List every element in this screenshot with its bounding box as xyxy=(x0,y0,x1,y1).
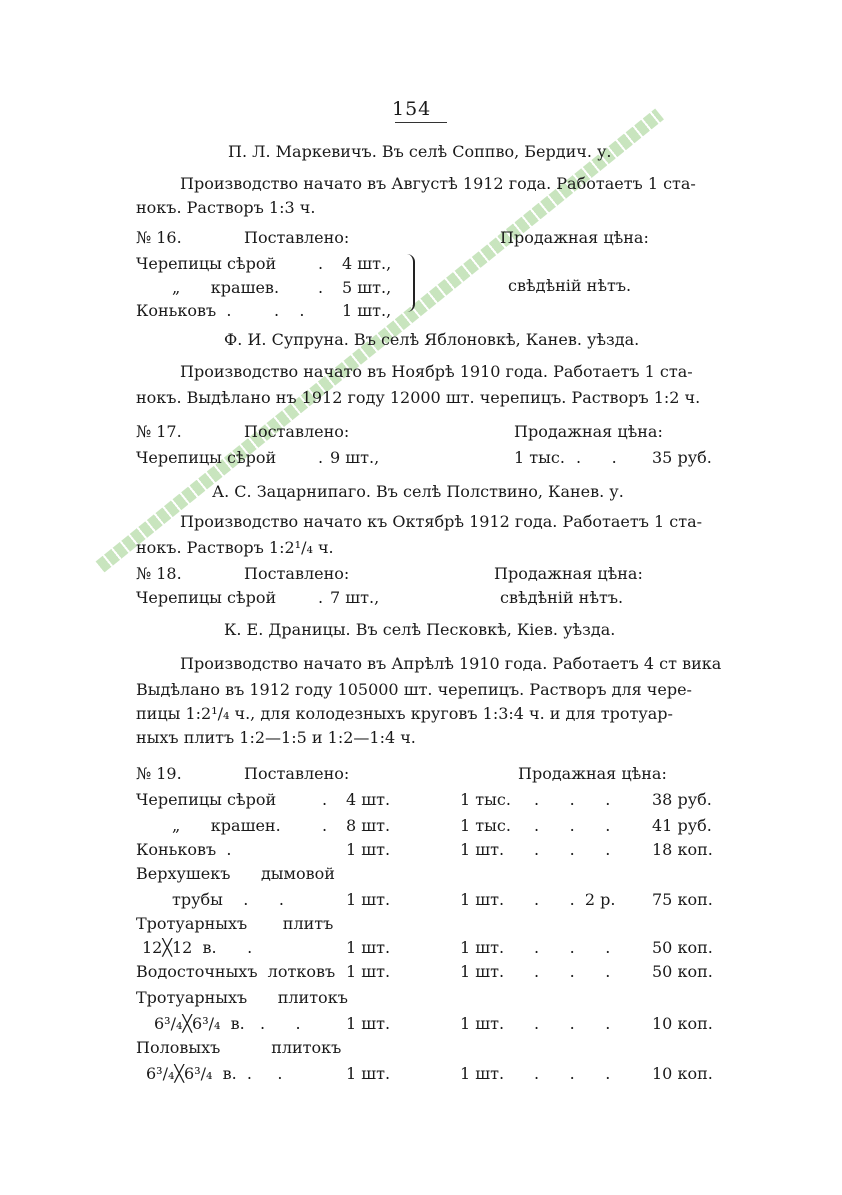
row-name: Черепицы сѣрой xyxy=(136,790,277,809)
row-unit: 1 шт. xyxy=(460,938,505,957)
entry-number: № 19. xyxy=(136,764,182,783)
row-name: Черепицы сѣрой xyxy=(136,448,277,467)
row-price-dots: . . . xyxy=(534,816,611,835)
entry-text-line: Производство начато въ Августѣ 1912 года. Работаетъ 1 ста- xyxy=(180,174,696,193)
entry-text-line: нокъ. Растворъ 1:2¹/₄ ч. xyxy=(136,538,334,557)
row-qty: 1 шт. xyxy=(346,1064,391,1083)
row-price-dots: . . . xyxy=(534,962,611,981)
entry-number: № 16. xyxy=(136,228,182,247)
row-name-cont: трубы . . xyxy=(172,890,284,909)
row-dots: . xyxy=(318,278,324,297)
entry-text-line: нокъ. Растворъ 1:3 ч. xyxy=(136,198,316,217)
entry-number: № 17. xyxy=(136,422,182,441)
row-name: Коньковъ . xyxy=(136,301,232,320)
row-dots: . xyxy=(322,790,328,809)
entry-heading: К. Е. Драницы. Въ селѣ Песковкѣ, Кіев. уѣзда. xyxy=(224,620,616,639)
row-price: 18 коп. xyxy=(652,840,713,859)
row-qty: 4 шт., xyxy=(342,254,392,273)
row-price-dots: . . xyxy=(576,448,617,467)
row-unit: 1 шт. xyxy=(460,1064,505,1083)
delivered-label: Поставлено: xyxy=(244,564,350,583)
row-unit: 1 шт. xyxy=(460,890,505,909)
delivered-label: Поставлено: xyxy=(244,228,350,247)
row-price: 38 руб. xyxy=(652,790,712,809)
row-price: 41 руб. xyxy=(652,816,712,835)
row-unit: 1 тыс. xyxy=(460,816,511,835)
row-dots: . xyxy=(318,588,324,607)
price-label: Продажная цѣна: xyxy=(494,564,643,583)
price-label: Продажная цѣна: xyxy=(514,422,663,441)
delivered-label: Поставлено: xyxy=(244,764,350,783)
row-price-dots: . . 2 р. xyxy=(534,890,616,909)
entry-text-line: Выдѣлано въ 1912 году 105000 шт. черепицъ. Растворъ для чере- xyxy=(136,680,692,699)
price-label: Продажная цѣна: xyxy=(500,228,649,247)
row-qty: 1 шт. xyxy=(346,1014,391,1033)
row-dots: . xyxy=(322,816,328,835)
row-qty: 7 шт., xyxy=(330,588,380,607)
row-name-cont: 6³/₄╳6³/₄ в. . . xyxy=(154,1014,301,1033)
row-name: Коньковъ . xyxy=(136,840,232,859)
row-qty: 1 шт. xyxy=(346,890,391,909)
row-name: Черепицы сѣрой xyxy=(136,254,277,273)
entry-heading: Ф. И. Супруна. Въ селѣ Яблоновкѣ, Канев. уѣзда. xyxy=(224,330,640,349)
page-number-rule xyxy=(395,122,447,123)
row-unit: 1 тыс. xyxy=(514,448,565,467)
row-name-cont: 6³/₄╳6³/₄ в. . . xyxy=(146,1064,283,1083)
row-qty: 1 шт. xyxy=(346,962,391,981)
row-name: Тротуарныхъ плитокъ xyxy=(136,988,348,1007)
row-price: 50 коп. xyxy=(652,962,713,981)
row-qty: 5 шт., xyxy=(342,278,392,297)
row-dots: . . xyxy=(274,301,305,320)
row-dots: . xyxy=(318,448,324,467)
row-dots: . xyxy=(318,254,324,273)
row-price-dots: . . . xyxy=(534,1014,611,1033)
row-qty: 1 шт. xyxy=(346,840,391,859)
row-name: Тротуарныхъ плитъ xyxy=(136,914,334,933)
row-qty: 4 шт. xyxy=(346,790,391,809)
entry-text-line: нокъ. Выдѣлано нъ 1912 году 12000 шт. черепицъ. Растворъ 1:2 ч. xyxy=(136,388,701,407)
entry-heading: П. Л. Маркевичъ. Въ селѣ Соппво, Бердич. у. xyxy=(228,142,612,161)
row-name: Половыхъ плитокъ xyxy=(136,1038,342,1057)
entry-text-line: Производство начато къ Октябрѣ 1912 года. Работаетъ 1 ста- xyxy=(180,512,703,531)
price-label: Продажная цѣна: xyxy=(518,764,667,783)
entry-text-line: Производство начато въ Апрѣлѣ 1910 года. Работаетъ 4 ст вика xyxy=(180,654,722,673)
row-price-dots: . . . xyxy=(534,1064,611,1083)
price-note: свѣдѣній нѣтъ. xyxy=(500,588,624,607)
row-qty: 1 шт., xyxy=(342,301,392,320)
row-price-dots: . . . xyxy=(534,840,611,859)
row-price: 75 коп. xyxy=(652,890,713,909)
row-unit: 1 шт. xyxy=(460,962,505,981)
entry-text-line: Производство начато въ Ноябрѣ 1910 года. Работаетъ 1 ста- xyxy=(180,362,693,381)
row-price: 10 коп. xyxy=(652,1064,713,1083)
entry-heading: А. С. Зацарнипаго. Въ селѣ Полствино, Канев. у. xyxy=(212,482,624,501)
row-name: „ крашев. xyxy=(172,278,280,297)
row-qty: 8 шт. xyxy=(346,816,391,835)
delivered-label: Поставлено: xyxy=(244,422,350,441)
entry-text-line: ныхъ плитъ 1:2—1:5 и 1:2—1:4 ч. xyxy=(136,728,416,747)
row-price: 10 коп. xyxy=(652,1014,713,1033)
row-name-cont: 12╳12 в. . xyxy=(142,938,253,957)
page-number: 154 xyxy=(392,98,432,120)
grouping-brace xyxy=(403,254,415,312)
row-price-dots: . . . xyxy=(534,790,611,809)
row-price: 50 коп. xyxy=(652,938,713,957)
row-unit: 1 шт. xyxy=(460,1014,505,1033)
row-qty: 9 шт., xyxy=(330,448,380,467)
entry-text-line: пицы 1:2¹/₄ ч., для колодезныхъ круговъ 1:3:4 ч. и для тротуар- xyxy=(136,704,673,723)
row-unit: 1 тыс. xyxy=(460,790,511,809)
row-name: Верхушекъ дымовой xyxy=(136,864,335,883)
row-unit: 1 шт. xyxy=(460,840,505,859)
row-price: 35 руб. xyxy=(652,448,712,467)
price-note: свѣдѣній нѣтъ. xyxy=(508,276,632,295)
row-price-dots: . . . xyxy=(534,938,611,957)
row-name: „ крашен. xyxy=(172,816,281,835)
row-qty: 1 шт. xyxy=(346,938,391,957)
row-name: Черепицы сѣрой xyxy=(136,588,277,607)
row-name: Водосточныхъ лотковъ xyxy=(136,962,336,981)
entry-number: № 18. xyxy=(136,564,182,583)
